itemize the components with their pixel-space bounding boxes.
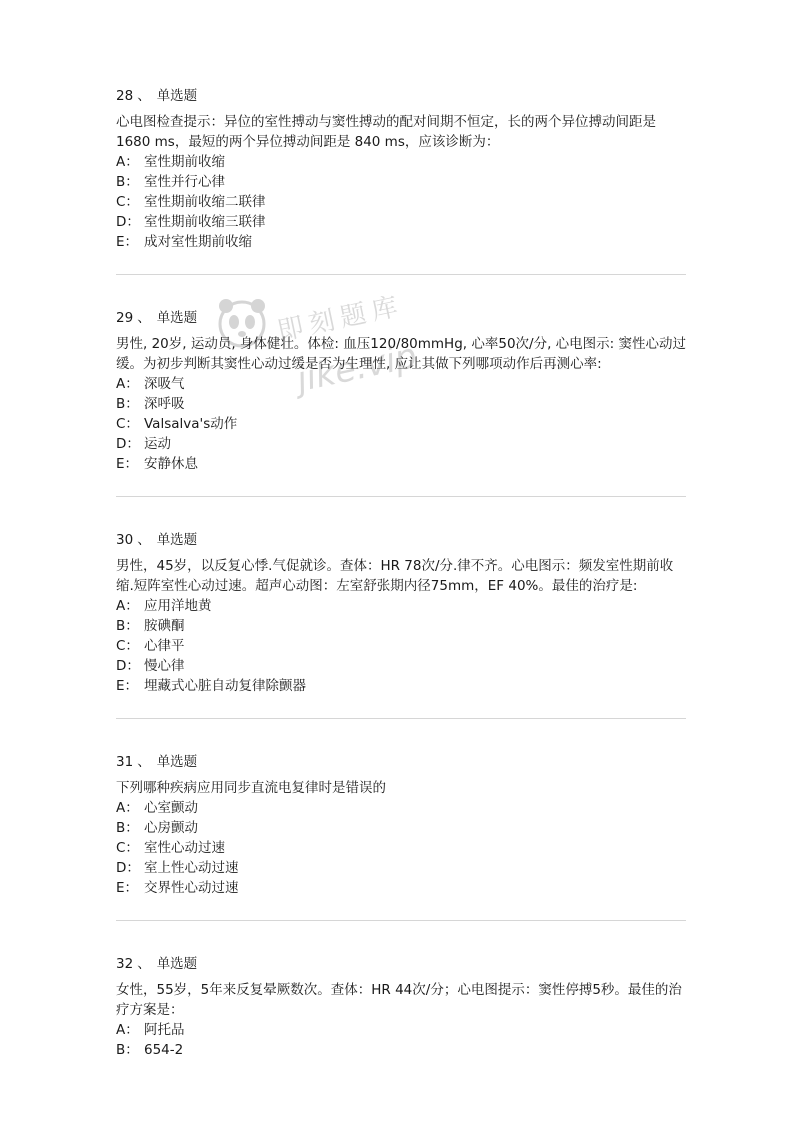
option-e[interactable] [116,878,686,898]
option-d[interactable] [116,656,686,676]
option-text: 埋藏式心脏自动复律除颤器 [144,678,306,694]
option-text: 室性心动过速 [144,840,225,856]
question-separator: 、 [137,754,151,770]
question-divider [116,496,686,497]
question-29 [116,308,686,474]
question-stem: 女性，55岁，5年来反复晕厥数次。查体：HR 44次/分；心电图提示：窦性停搏5秒。最佳的治疗方案是： [116,982,682,1018]
option-letter: D： [116,214,140,230]
option-text: 安静休息 [144,456,198,472]
question-number: 28 [116,88,134,104]
question-type: 单选题 [156,754,198,770]
option-a[interactable] [116,374,686,394]
option-letter: E： [116,880,139,896]
option-letter: D： [116,860,140,876]
question-separator: 、 [137,956,151,972]
question-number: 29 [116,310,134,326]
option-text: 心室颤动 [144,800,198,816]
option-letter: D： [116,658,140,674]
option-letter: C： [116,416,139,432]
question-header [116,752,686,772]
option-b[interactable] [116,1040,686,1060]
option-letter: A： [116,1022,139,1038]
option-text: 室性期前收缩二联律 [144,194,266,210]
option-text: 心房颤动 [144,820,198,836]
option-d[interactable] [116,434,686,454]
question-type: 单选题 [156,956,198,972]
option-text: 深吸气 [144,376,185,392]
option-a[interactable] [116,596,686,616]
option-text: 室上性心动过速 [144,860,239,876]
question-stem: 男性, 20岁, 运动员, 身体健壮。体检: 血压120/80mmHg, 心率50次/分, 心电图示: 窦性心动过缓。为初步判断其窦性心动过缓是否为生理性, 应让其做下列哪项动作后再测心率: [116,336,687,372]
option-text: 阿托品 [144,1022,185,1038]
option-c[interactable] [116,838,686,858]
question-divider [116,920,686,921]
option-b[interactable] [116,818,686,838]
option-letter: B： [116,1042,139,1058]
option-text: Valsalva's动作 [144,416,238,432]
option-letter: C： [116,638,139,654]
option-letter: A： [116,154,139,170]
question-number: 32 [116,956,134,972]
option-letter: A： [116,598,139,614]
option-letter: E： [116,678,139,694]
option-b[interactable] [116,172,686,192]
option-c[interactable] [116,414,686,434]
question-31 [116,752,686,898]
option-a[interactable] [116,152,686,172]
option-letter: A： [116,376,139,392]
option-c[interactable] [116,636,686,656]
option-text: 运动 [144,436,171,452]
option-e[interactable] [116,676,686,696]
option-letter: C： [116,840,139,856]
option-letter: E： [116,234,139,250]
question-separator: 、 [137,532,151,548]
option-letter: D： [116,436,140,452]
option-text: 室性期前收缩三联律 [144,214,266,230]
question-28 [116,86,686,252]
question-divider [116,274,686,275]
option-text: 胺碘酮 [144,618,185,634]
question-number: 31 [116,754,134,770]
question-stem: 心电图检查提示：异位的室性搏动与窦性搏动的配对间期不恒定，长的两个异位搏动间距是1680 ms，最短的两个异位搏动间距是 840 ms，应该诊断为： [116,114,656,150]
question-header [116,308,686,328]
question-type: 单选题 [156,532,198,548]
question-list [116,86,686,1060]
question-30 [116,530,686,696]
option-text: 成对室性期前收缩 [144,234,252,250]
option-c[interactable] [116,192,686,212]
question-stem: 下列哪种疾病应用同步直流电复律时是错误的 [116,780,386,796]
option-letter: C： [116,194,139,210]
watermark-cn-text: 即刻题库 [274,290,407,347]
option-letter: B： [116,820,139,836]
question-separator: 、 [137,88,151,104]
option-text: 室性并行心律 [144,174,225,190]
question-divider [116,718,686,719]
option-a[interactable] [116,798,686,818]
question-header [116,954,686,974]
question-type: 单选题 [156,310,198,326]
option-text: 慢心律 [144,658,185,674]
option-text: 深呼吸 [144,396,185,412]
option-text: 心律平 [144,638,185,654]
question-type: 单选题 [156,88,198,104]
option-text: 室性期前收缩 [144,154,225,170]
option-letter: A： [116,800,139,816]
watermark-en-text: jike.vip [293,335,421,401]
option-letter: B： [116,396,139,412]
option-b[interactable] [116,616,686,636]
option-text: 交界性心动过速 [144,880,239,896]
question-header [116,530,686,550]
question-stem: 男性，45岁，以反复心悸.气促就诊。查体：HR 78次/分.律不齐。心电图示：频发室性期前收缩.短阵室性心动过速。超声心动图：左室舒张期内径75mm，EF 40%。最佳的治疗是: [116,558,674,594]
question-separator: 、 [137,310,151,326]
option-a[interactable] [116,1020,686,1040]
option-d[interactable] [116,858,686,878]
option-text: 654-2 [144,1042,184,1058]
option-letter: E： [116,456,139,472]
question-header [116,86,686,106]
question-number: 30 [116,532,134,548]
option-e[interactable] [116,232,686,252]
option-letter: B： [116,174,139,190]
option-b[interactable] [116,394,686,414]
option-letter: B： [116,618,139,634]
question-32 [116,954,686,1060]
option-text: 应用洋地黄 [144,598,212,614]
option-e[interactable] [116,454,686,474]
option-d[interactable] [116,212,686,232]
